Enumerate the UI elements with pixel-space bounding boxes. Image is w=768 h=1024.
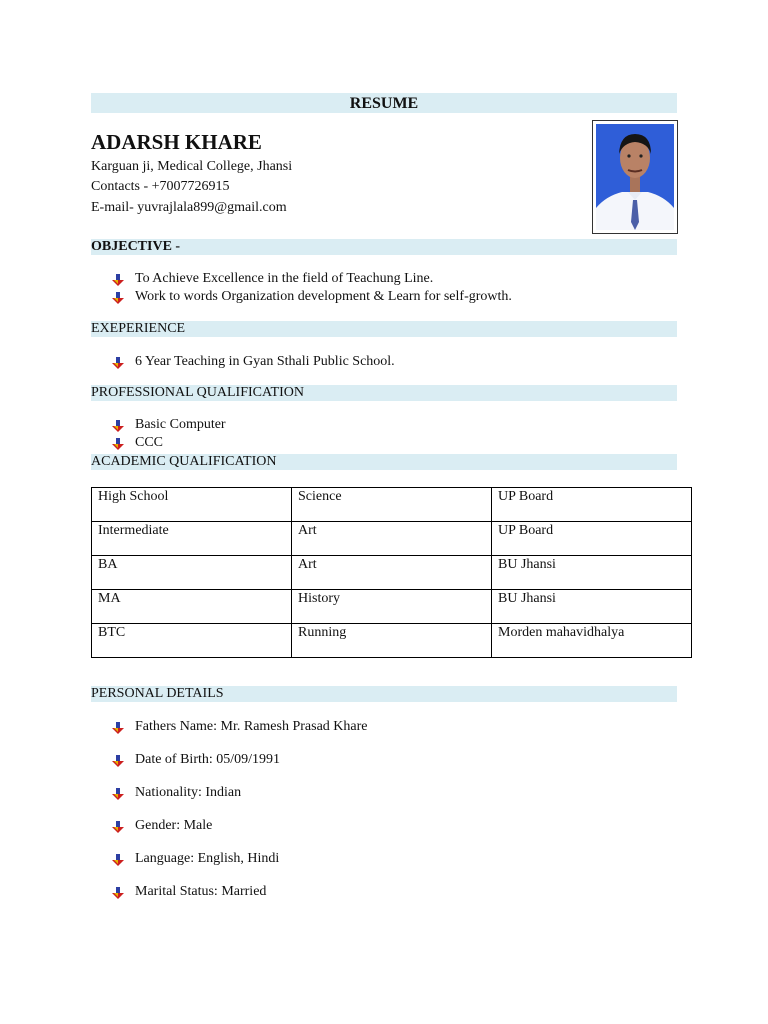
table-cell: History xyxy=(292,590,492,624)
table-row xyxy=(92,556,692,590)
experience-list xyxy=(112,353,395,371)
table-cell: BU Jhansi xyxy=(492,556,692,590)
profile-photo xyxy=(592,120,678,234)
table-cell: MA xyxy=(92,590,292,624)
arrow-bullet-icon xyxy=(112,887,124,899)
list-item xyxy=(112,353,395,371)
table-cell: Science xyxy=(292,488,492,522)
resume-title: RESUME xyxy=(91,93,677,113)
professional-item: CCC xyxy=(135,435,164,450)
personal-item: Date of Birth: 05/09/1991 xyxy=(135,752,281,767)
personal-item: Language: English, Hindi xyxy=(135,851,280,866)
table-cell: UP Board xyxy=(492,488,692,522)
professional-item: Basic Computer xyxy=(135,417,226,432)
objective-item: To Achieve Excellence in the field of Teachung Line. xyxy=(135,271,434,286)
experience-item: 6 Year Teaching in Gyan Sthali Public School. xyxy=(135,354,395,369)
personal-item: Fathers Name: Mr. Ramesh Prasad Khare xyxy=(135,719,368,734)
table-cell: BU Jhansi xyxy=(492,590,692,624)
list-item xyxy=(112,751,368,784)
arrow-bullet-icon xyxy=(112,755,124,767)
list-item xyxy=(112,883,368,916)
arrow-bullet-icon xyxy=(112,821,124,833)
professional-list xyxy=(112,416,226,452)
table-row xyxy=(92,522,692,556)
table-cell: BTC xyxy=(92,624,292,658)
personal-item: Nationality: Indian xyxy=(135,785,242,800)
list-item xyxy=(112,270,512,288)
personal-item: Gender: Male xyxy=(135,818,213,833)
objective-heading: OBJECTIVE - xyxy=(91,239,677,255)
personal-list xyxy=(112,718,368,916)
arrow-bullet-icon xyxy=(112,357,124,369)
professional-heading: PROFESSIONAL QUALIFICATION xyxy=(91,385,677,401)
table-cell: Morden mahavidhalya xyxy=(492,624,692,658)
table-cell: Art xyxy=(292,522,492,556)
personal-item: Marital Status: Married xyxy=(135,884,267,899)
arrow-bullet-icon xyxy=(112,420,124,432)
list-item xyxy=(112,784,368,817)
contact-email: E-mail- yuvrajlala899@gmail.com xyxy=(91,200,287,215)
table-cell: High School xyxy=(92,488,292,522)
list-item xyxy=(112,434,226,452)
table-cell: BA xyxy=(92,556,292,590)
list-item xyxy=(112,718,368,751)
contact-phone: Contacts - +7007726915 xyxy=(91,179,230,194)
address: Karguan ji, Medical College, Jhansi xyxy=(91,159,293,174)
table-row xyxy=(92,488,692,522)
list-item xyxy=(112,416,226,434)
arrow-bullet-icon xyxy=(112,788,124,800)
list-item xyxy=(112,817,368,850)
objective-item: Work to words Organization development & Learn for self-growth. xyxy=(135,289,512,304)
arrow-bullet-icon xyxy=(112,274,124,286)
table-cell: Art xyxy=(292,556,492,590)
experience-heading: EXEPERIENCE xyxy=(91,321,677,337)
academic-table xyxy=(91,487,692,658)
candidate-name: ADARSH KHARE xyxy=(91,130,262,154)
academic-heading: ACADEMIC QUALIFICATION xyxy=(91,454,677,470)
table-cell: UP Board xyxy=(492,522,692,556)
list-item xyxy=(112,288,512,306)
list-item xyxy=(112,850,368,883)
arrow-bullet-icon xyxy=(112,854,124,866)
table-cell: Intermediate xyxy=(92,522,292,556)
personal-heading: PERSONAL DETAILS xyxy=(91,686,677,702)
table-row xyxy=(92,624,692,658)
arrow-bullet-icon xyxy=(112,722,124,734)
table-cell: Running xyxy=(292,624,492,658)
arrow-bullet-icon xyxy=(112,292,124,304)
objective-list xyxy=(112,270,512,306)
arrow-bullet-icon xyxy=(112,438,124,450)
table-row xyxy=(92,590,692,624)
